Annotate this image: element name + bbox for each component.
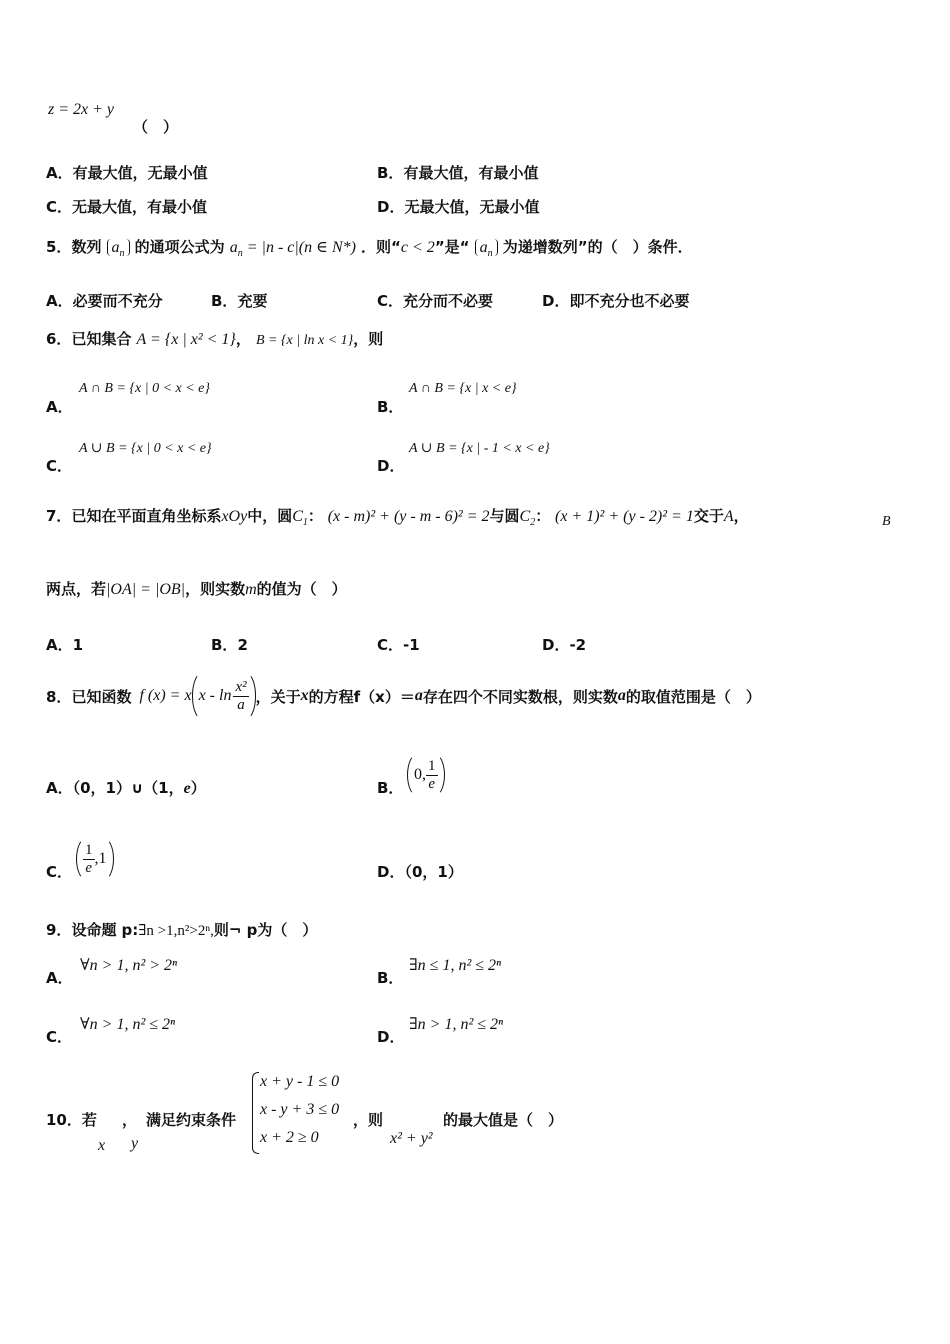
option-text: （0，1）∪（1， [72,779,184,797]
option-letter: A． [46,636,73,654]
q6-option-c-letter: C． [46,457,73,475]
term-letter: a [229,239,238,256]
stem-text: 数列 [71,238,102,256]
q4-option-d [377,196,539,217]
q4-option-a [46,162,208,183]
q9-option-c-letter: C． [46,1028,73,1046]
option-letter: B． [211,636,238,654]
colon: ： [307,507,323,525]
seq-letter: a [479,239,488,256]
term-sub: n [237,248,243,260]
q7-stem-line1 [46,505,749,528]
circle-sub: 1 [302,517,308,529]
negation: ¬ p [228,921,258,939]
q5-stem [46,236,693,259]
variable-m: m [245,581,257,598]
term-rhs: = |n - c| [246,239,299,256]
stem-text: 则 [213,921,229,939]
q8-option-c-math [76,836,114,882]
stem-text: ，关于 [255,687,301,706]
interval-fraction [83,842,95,877]
stem-text: ．则“ [361,238,401,256]
q6-option-a-text: A ∩ B = {x | 0 < x < e} [79,381,210,396]
q6-option-a-letter: A． [46,398,73,416]
question-number: 6． [46,330,72,348]
option-e: e [183,780,191,797]
option-letter: A． [46,779,73,797]
option-letter: D． [542,636,570,654]
q10-stem-text-3: 的最大值是（ ） [443,1111,564,1129]
constraint-1: x + y - 1 ≤ 0 [260,1073,340,1090]
interval-fraction [426,758,438,793]
q6-option-c-text: A ∪ B = {x | 0 < x < e} [79,441,212,456]
q4-objective: z = 2x + y [48,101,115,118]
term-domain: (n ∈ N*) [298,239,356,256]
circle-letter: C [292,508,303,525]
option-text: 有最大值，无最小值 [72,164,208,182]
stem-text: ，则实数 [185,580,246,598]
interval-start: 0, [414,766,426,783]
option-text: 1 [72,636,84,654]
q8-option-b-math [407,752,445,798]
q6-stem [46,328,383,349]
circle-c1-equation: (x - m)² + (y - m - 6)² = 2 [327,508,490,525]
stem-text: 已知在平面直角坐标系 [71,507,222,525]
condition: c < 2 [400,239,435,256]
question-number: 9． [46,921,72,939]
q9-option-a-letter: A． [46,969,73,987]
q5-option-d [542,290,689,311]
q10-number [46,1109,97,1130]
circle-letter: C [519,508,531,525]
colon: ： [535,507,551,525]
option-text: ） [190,779,206,797]
question-number: 7． [46,507,72,525]
stem-text: 的方程 [308,687,354,706]
interval-end: ,1 [94,850,107,867]
fraction-denominator: a [237,696,245,713]
seq-sub: n [487,248,493,260]
q8-option-b-letter: B． [377,779,404,797]
q8-stem [46,668,761,724]
q10-target-expression: x² + y² [390,1130,433,1147]
q9-option-b-letter: B． [377,969,404,987]
option-letter: D． [542,292,570,310]
q6-option-b-text: A ∩ B = {x | x < e} [409,381,517,396]
q6-option-d-letter: D． [377,457,405,475]
q4-option-c [46,196,207,217]
option-text: 无最大值，无最小值 [404,198,540,216]
separator: ， [235,330,251,348]
stem-text: 已知函数 [71,687,132,706]
stem-text: 与圆 [489,507,520,525]
q9-option-d-letter: D． [377,1028,405,1046]
stem-text: 若 [81,1111,97,1129]
question-number: 8． [46,687,72,706]
option-letter: A． [46,292,73,310]
q9-option-d-text: ∃n > 1, n² ≤ 2ⁿ [409,1016,504,1033]
stem-text: 的值为（ ） [256,580,347,598]
q4-answer-blank: （ ） [133,118,179,136]
q6-option-d-text: A ∪ B = {x | - 1 < x < e} [409,441,550,456]
q7-option-a [46,634,83,655]
coordinate-system: xOy [221,508,248,525]
option-text: -2 [569,636,587,654]
constraint-brace [252,1072,259,1154]
q5-option-b [211,290,267,311]
point-b: B [882,514,891,529]
q6-option-b-letter: B． [377,398,404,416]
stem-text: 为（ ） [257,921,318,939]
constraint-2: x - y + 3 ≤ 0 [260,1101,340,1118]
q8-option-a [46,777,206,798]
variable-a: a [414,687,423,704]
distance-equation: |OA| = |OB| [106,581,186,598]
interval-paren [76,837,114,881]
fraction-numerator: x² [235,678,247,695]
constraint-3: x + 2 ≥ 0 [260,1129,319,1146]
sequence-symbol [107,239,130,260]
option-text: （0，1） [404,863,463,881]
fraction-denominator: e [85,859,93,876]
q8-option-d [377,861,463,882]
option-text: 充分而不必要 [403,292,494,310]
option-letter: A． [46,164,73,182]
option-text: 即不充分也不必要 [569,292,690,310]
q8-option-c-letter: C． [46,863,73,881]
option-letter: B． [211,292,238,310]
general-term [229,239,356,260]
option-letter: C． [46,198,73,216]
option-letter: D． [377,863,405,881]
set-a: A = {x | x² < 1} [136,331,236,348]
interval-paren [407,753,445,797]
function-inner: x - ln [198,687,232,704]
sequence-symbol [475,239,498,260]
option-text: 必要而不充分 [72,292,163,310]
q10-sep: ， [122,1111,138,1129]
stem-text: 设命题 [71,921,117,939]
stem-text: 中，圆 [247,507,293,525]
q7-option-c [377,634,420,655]
function-paren [192,671,256,721]
proposition-label: p: [121,921,139,939]
option-letter: C． [377,636,404,654]
question-number: 5． [46,238,72,256]
option-letter: C． [377,292,404,310]
q9-option-a-text: ∀n > 1, n² > 2ⁿ [80,957,178,974]
q5-option-c [377,290,493,311]
point-a: A [723,508,734,525]
option-text: 有最大值，有最小值 [403,164,539,182]
option-text: 无最大值，有最小值 [72,198,208,216]
q9-option-b-text: ∃n ≤ 1, n² ≤ 2ⁿ [409,957,502,974]
function-fraction [233,679,248,714]
option-text: -1 [403,636,420,654]
seq-letter: a [111,239,120,256]
q10-var-x: x [98,1137,106,1154]
q7-option-d [542,634,586,655]
option-text: 充要 [237,292,268,310]
q9-option-c-text: ∀n > 1, n² ≤ 2ⁿ [80,1016,176,1033]
q7-stem-line2 [46,578,347,599]
equation: f（x）＝ [353,687,415,706]
separator: ， [733,507,749,525]
option-letter: B． [377,164,404,182]
stem-text: 为递增数列”的（ ）条件． [502,238,693,256]
circle-sub: 2 [530,517,536,529]
circle-c1 [292,508,308,529]
stem-text: ，则 [353,330,384,348]
stem-text: 交于 [693,507,724,525]
q4-option-b [377,162,538,183]
circle-c2 [519,508,536,529]
q10-stem-text-2: ，则 [353,1111,384,1129]
question-number: 10． [46,1111,82,1129]
function-lhs: f (x) = x [139,687,192,704]
set-b: B = {x | ln x < 1} [255,333,354,348]
circle-c2-equation: (x + 1)² + (y - 2)² = 1 [554,508,694,525]
option-letter: D． [377,198,405,216]
q10-var-y: y [131,1135,139,1152]
fraction-denominator: e [428,775,436,792]
q10-stem-text: 满足约束条件 [146,1111,237,1129]
variable-x: x [300,687,309,704]
q5-option-a [46,290,163,311]
stem-text: 两点，若 [46,580,107,598]
q9-stem [46,919,317,940]
option-text: 2 [237,636,248,654]
q7-option-b [211,634,248,655]
stem-text: ”是“ [434,238,470,256]
stem-text: 的通项公式为 [134,238,225,256]
proposition-statement: ∃n >1,n²>2ⁿ, [138,923,214,939]
stem-text: 存在四个不同实数根，则实数 [422,687,618,706]
variable-a: a [617,687,626,704]
fraction-numerator: 1 [428,757,436,774]
stem-text: 已知集合 [71,330,132,348]
stem-text: 的取值范围是（ ） [625,687,761,706]
seq-sub: n [119,248,125,260]
fraction-numerator: 1 [85,841,93,858]
